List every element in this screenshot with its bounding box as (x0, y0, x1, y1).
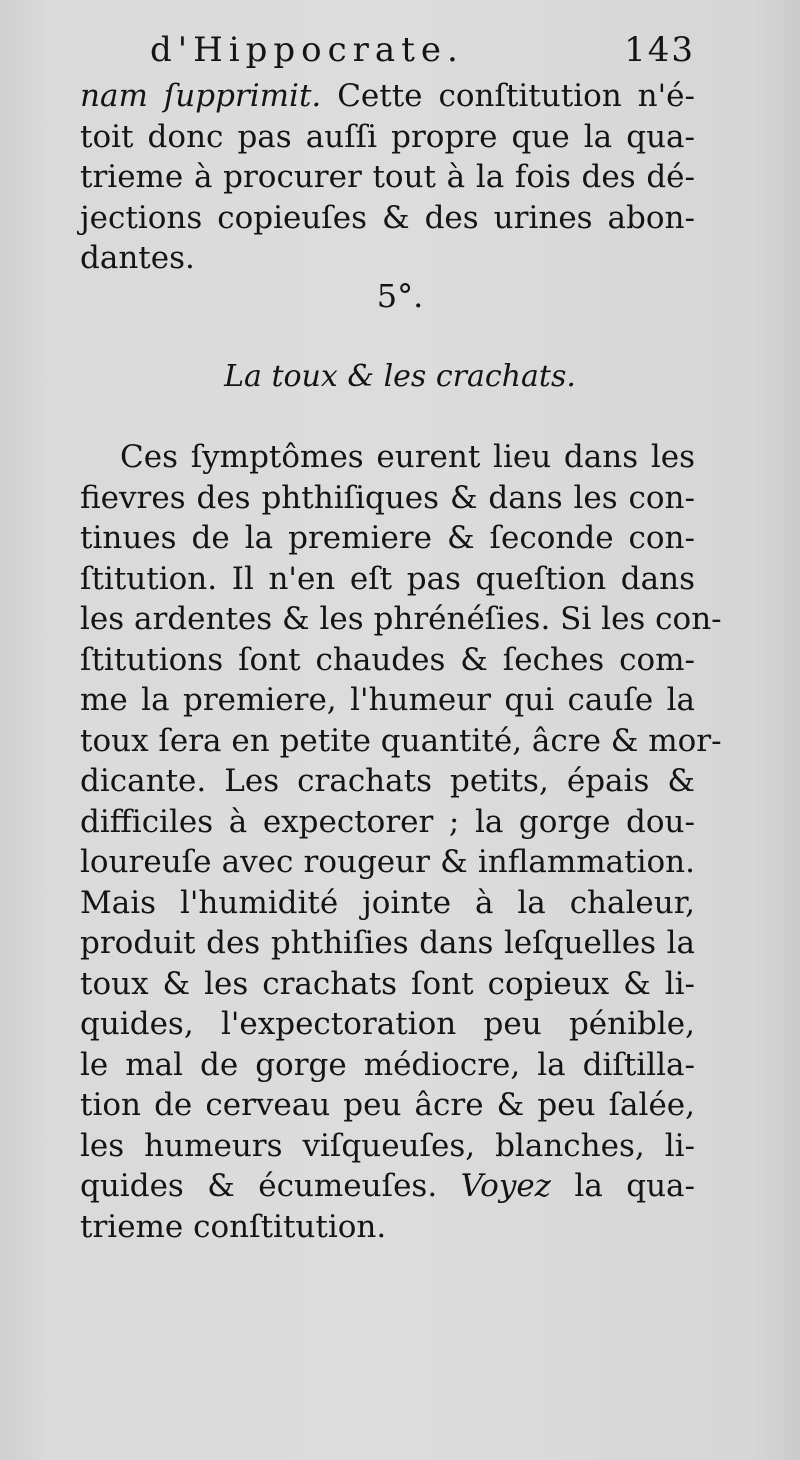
text-line: le mal de gorge médiocre, la diſtilla- (80, 1046, 695, 1083)
main-paragraph (80, 437, 722, 1247)
text-line: toux & les crachats ſont copieux & li- (80, 965, 695, 1002)
text-line: trieme conſtitution. (80, 1208, 387, 1245)
text-line: ſtitutions ſont chaudes & ſeches com- (80, 641, 695, 678)
running-head (150, 30, 695, 74)
text-line: les ardentes & les phrénéſies. Si les con- (80, 601, 722, 637)
opening-paragraph (80, 76, 695, 279)
text-line: trieme à procurer tout à la fois des dé- (80, 159, 695, 195)
text-line: loureuſe avec rougeur & inflammation. (80, 844, 695, 880)
text-line: ſtitution. Il n'en eſt pas queſtion dans (80, 560, 695, 597)
text-line: tion de cerveau peu âcre & peu ſalée, (80, 1087, 695, 1123)
text-line: me la premiere, l'humeur qui cauſe la (80, 682, 695, 718)
text-line (80, 76, 695, 117)
text-line: jections copieuſes & des urines abon- (80, 199, 695, 236)
text-line: toux ſera en petite quantité, âcre & mor- (80, 722, 722, 759)
italic-phrase: nam ſupprimit. (80, 78, 322, 114)
page-number: 143 (624, 30, 695, 70)
text-line: fievres des phthiſiques & dans les con- (80, 479, 695, 516)
section-number: 5°. (376, 277, 424, 315)
text-line: dantes. (80, 240, 195, 276)
text-run: Cette conſtitution n'é- (321, 78, 695, 114)
text-line: produit des phthiſies dans leſquelles la (80, 925, 695, 961)
text-run: la qua- (551, 1168, 695, 1204)
text-line: dicante. Les crachats petits, épais & (80, 763, 695, 799)
text-line (80, 1166, 695, 1207)
text-line: Ces ſymptômes eurent lieu dans les (120, 439, 695, 475)
text-line: quides, l'expectoration peu pénible, (80, 1006, 695, 1042)
text-line: les humeurs viſqueuſes, blanches, li- (80, 1127, 695, 1164)
italic-phrase: Voyez (460, 1168, 552, 1204)
text-line: toit donc pas auſſi propre que la qua- (80, 118, 695, 155)
section-title: La toux & les crachats. (224, 359, 576, 394)
text-line: difficiles à expectorer ; la gorge dou- (80, 803, 695, 840)
running-title: d'Hippocrate. (150, 30, 464, 70)
text-line: tinues de la premiere & ſeconde con- (80, 520, 695, 556)
text-run: quides & écumeuſes. (80, 1168, 461, 1204)
text-line: Mais l'humidité jointe à la chaleur, (80, 884, 695, 921)
